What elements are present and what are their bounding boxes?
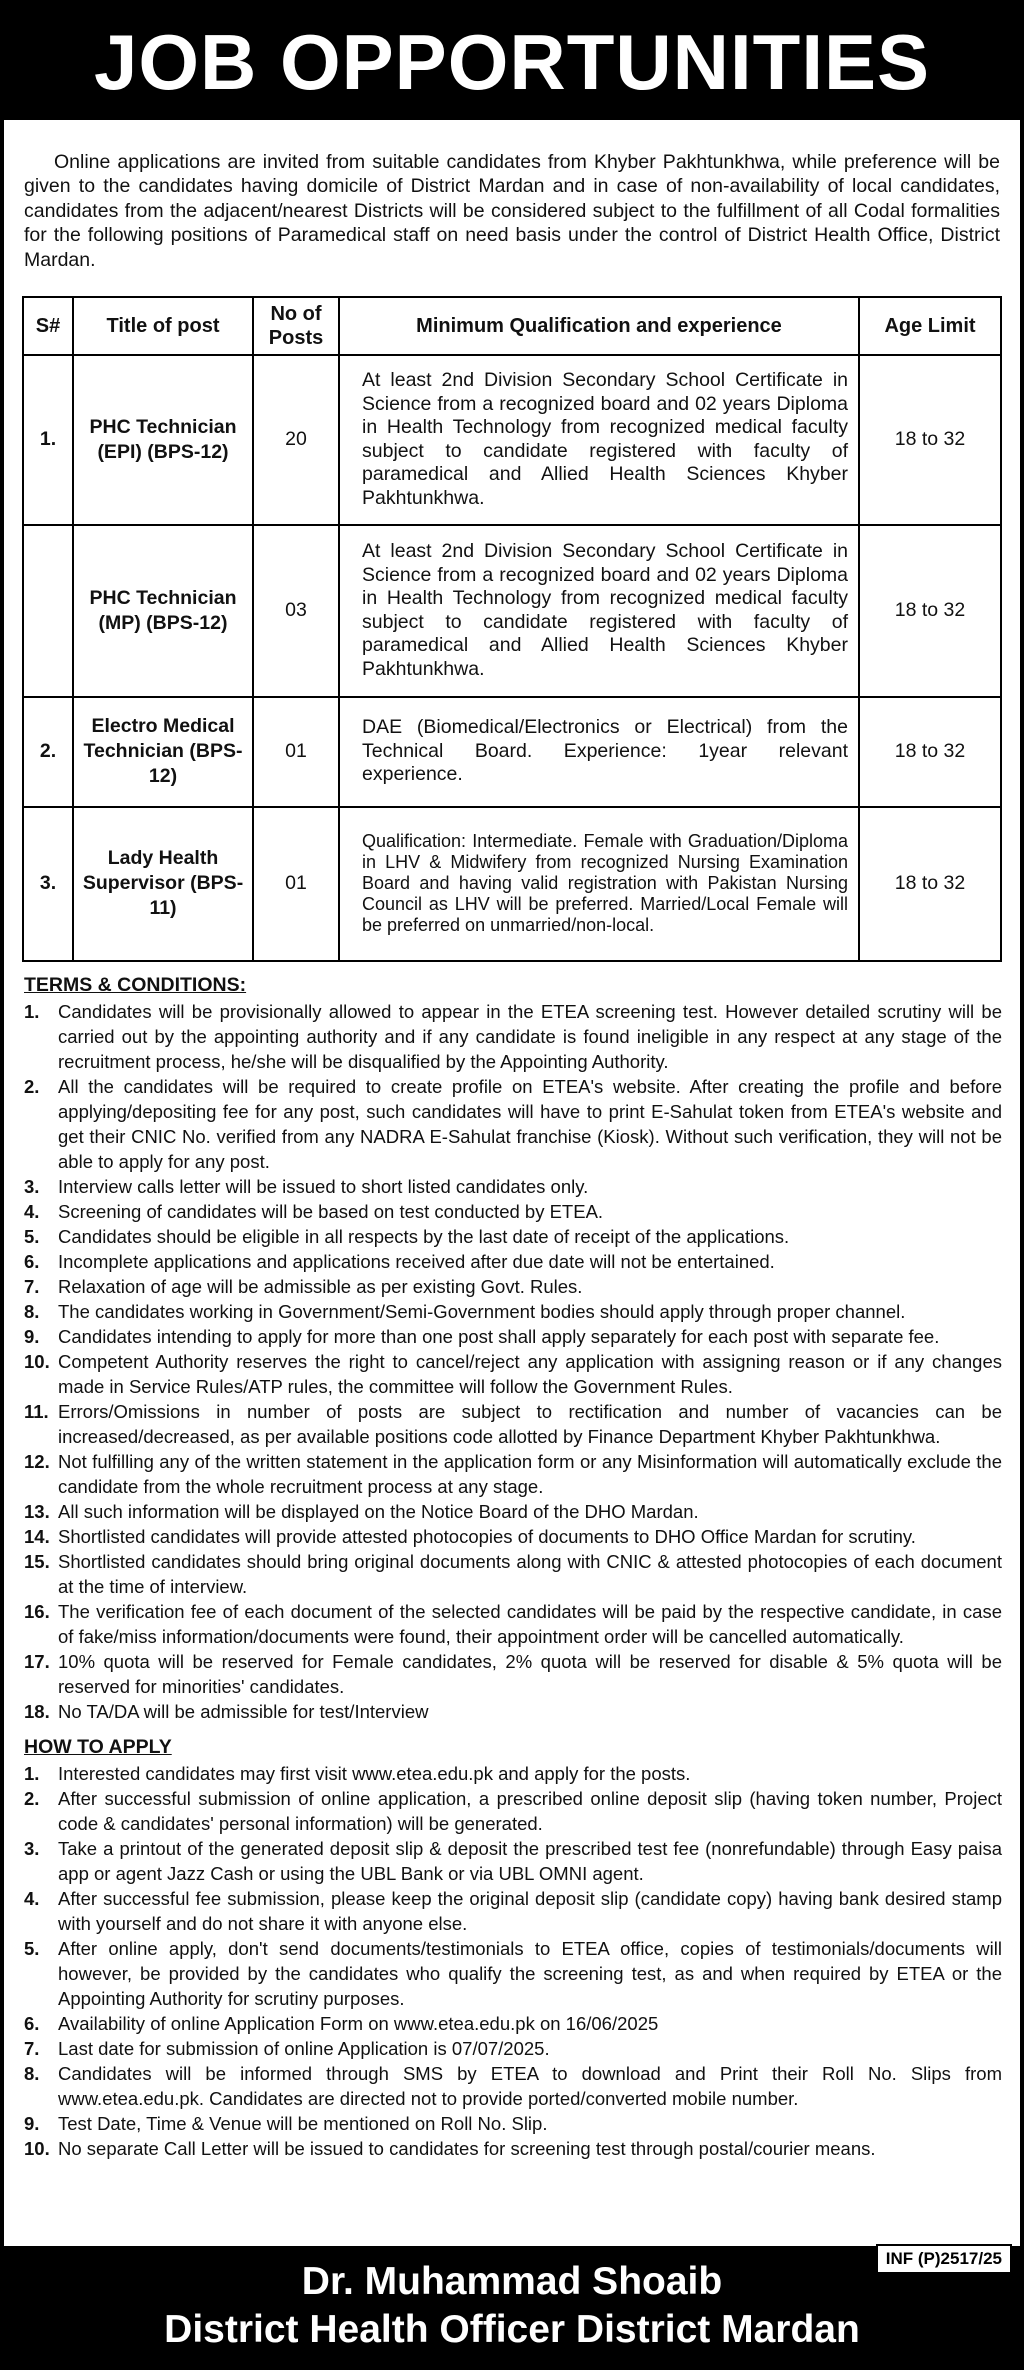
terms-item-number: 15.	[24, 1550, 50, 1572]
how-to-apply-item-number: 7.	[24, 2037, 40, 2059]
officer-designation: District Health Officer District Mardan	[164, 2308, 860, 2351]
terms-item	[24, 1399, 1002, 1449]
how-to-apply-item-text: After successful submission of online application, a prescribed online deposit slip (having token number, Project code & candidates' personal information) will be generated.	[58, 1787, 1002, 1834]
terms-item-text: Candidates intending to apply for more than one post shall apply separately for each post with separate fee.	[58, 1325, 940, 1347]
terms-item	[24, 1524, 1002, 1549]
how-to-apply-item	[24, 2061, 1002, 2111]
terms-item-number: 17.	[24, 1650, 50, 1672]
terms-item	[24, 1324, 1002, 1349]
row-posts-count: 01	[253, 807, 339, 961]
officer-name: Dr. Muhammad Shoaib	[301, 2260, 723, 2303]
how-to-apply-item-number: 1.	[24, 1762, 40, 1784]
how-to-apply-item	[24, 2011, 1002, 2036]
posts-table	[22, 296, 1002, 962]
table-row	[23, 355, 1001, 525]
signature-footer	[4, 2246, 1020, 2366]
header-sno: S#	[23, 297, 73, 355]
header-qualification: Minimum Qualification and experience	[339, 297, 859, 355]
row-sno	[23, 525, 73, 697]
terms-item-number: 7.	[24, 1275, 40, 1297]
terms-item-number: 9.	[24, 1325, 40, 1347]
how-to-apply-item	[24, 2111, 1002, 2136]
terms-item-number: 11.	[24, 1400, 49, 1422]
terms-item	[24, 1599, 1002, 1649]
how-to-apply-item	[24, 1886, 1002, 1936]
row-sno: 3.	[23, 807, 73, 961]
how-to-apply-item-text: Last date for submission of online Application is 07/07/2025.	[58, 2037, 550, 2059]
terms-item-number: 8.	[24, 1300, 40, 1322]
row-posts-count: 01	[253, 697, 339, 807]
terms-item-number: 1.	[24, 1000, 40, 1022]
header-title: Title of post	[73, 297, 253, 355]
terms-item-number: 12.	[24, 1450, 50, 1472]
terms-item-text: All such information will be displayed on the Notice Board of the DHO Mardan.	[58, 1500, 699, 1522]
how-to-apply-item-text: Test Date, Time & Venue will be mentioned on Roll No. Slip.	[58, 2112, 548, 2134]
how-to-apply-heading: HOW TO APPLY	[24, 1735, 172, 1758]
row-qualification: Qualification: Intermediate. Female with Graduation/Diploma in LHV & Midwifery from recognized Nursing Examination Board and having valid registration with Pakistan Nursing Council as LHV will be preferred. Married/Local Female will be preferred on unmarried/non-local.	[339, 807, 859, 961]
terms-item-number: 2.	[24, 1075, 40, 1097]
row-age-limit: 18 to 32	[859, 807, 1001, 961]
terms-item-text: Interview calls letter will be issued to short listed candidates only.	[58, 1175, 589, 1197]
terms-item-number: 6.	[24, 1250, 40, 1272]
terms-item	[24, 1549, 1002, 1599]
terms-item-text: Candidates should be eligible in all respects by the last date of receipt of the applications.	[58, 1225, 790, 1247]
how-to-apply-item-number: 3.	[24, 1837, 40, 1859]
how-to-apply-item-text: After online apply, don't send documents/testimonials to ETEA office, copies of testimonials/documents will however, be provided by the candidates who qualify the screening test, as and when required by ETEA or the Appointing Authority for scrutiny purposes.	[58, 1937, 1002, 2009]
how-to-apply-item	[24, 1786, 1002, 1836]
page-title: JOB OPPORTUNITIES	[93, 17, 931, 106]
how-to-apply-item-text: Availability of online Application Form on www.etea.edu.pk on 16/06/2025	[58, 2012, 659, 2034]
reference-badge: INF (P)2517/25	[876, 2244, 1012, 2274]
terms-item	[24, 1499, 1002, 1524]
terms-item-text: No TA/DA will be admissible for test/Interview	[58, 1700, 429, 1722]
row-qualification: At least 2nd Division Secondary School Certificate in Science from a recognized board and 02 years Diploma in Health Technology from recognized medical faculty subject to candidate registered with faculty of paramedical and Allied Health Sciences Khyber Pakhtunkhwa.	[339, 355, 859, 525]
terms-item	[24, 1224, 1002, 1249]
terms-item-text: Relaxation of age will be admissible as per existing Govt. Rules.	[58, 1275, 583, 1297]
table-row	[23, 807, 1001, 961]
terms-item	[24, 1249, 1002, 1274]
how-to-apply-item-text: After successful fee submission, please keep the original deposit slip (candidate copy) having bank desired stamp with yourself and do not share it with anyone else.	[58, 1887, 1002, 1934]
header-posts: No of Posts	[253, 297, 339, 355]
how-to-apply-item-text: Candidates will be informed through SMS by ETEA to download and Print their Roll No. Slips from www.etea.edu.pk. Candidates are directed not to provide ported/converted mobile number.	[58, 2062, 1002, 2109]
terms-item-number: 18.	[24, 1700, 50, 1722]
terms-item-text: Not fulfilling any of the written statement in the application form or any Misinformation will automatically exclude the candidate from the whole recruitment process at any stage.	[58, 1450, 1002, 1497]
terms-item-number: 5.	[24, 1225, 40, 1247]
how-to-apply-item-number: 8.	[24, 2062, 40, 2084]
terms-item	[24, 1174, 1002, 1199]
row-qualification: DAE (Biomedical/Electronics or Electrical) from the Technical Board. Experience: 1year relevant experience.	[339, 697, 859, 807]
row-sno: 2.	[23, 697, 73, 807]
how-to-apply-item	[24, 1936, 1002, 2011]
terms-item-number: 14.	[24, 1525, 50, 1547]
terms-item	[24, 1449, 1002, 1499]
how-to-apply-item-number: 5.	[24, 1937, 40, 1959]
terms-item-text: All the candidates will be required to create profile on ETEA's website. After creating the profile and before applying/depositing fee for any post, such candidates will have to print E-Sahulat token from ETEA's website and get their CNIC No. verified from any NADRA E-Sahulat franchise (Kiosk). Without such verification, they will not be able to apply for any post.	[58, 1075, 1002, 1172]
terms-item	[24, 1649, 1002, 1699]
intro-paragraph: Online applications are invited from suitable candidates from Khyber Pakhtunkhwa, while preference will be given to the candidates having domicile of District Mardan and in case of non-availability of local candidates, candidates from the adjacent/nearest Districts will be considered subject to the fulfillment of all Codal formalities for the following positions of Paramedical staff on need basis under the control of District Health Office, District Mardan.	[24, 150, 1000, 271]
how-to-apply-item-number: 10.	[24, 2137, 50, 2159]
how-to-apply-item	[24, 2036, 1002, 2061]
row-post-title: Electro Medical Technician (BPS-12)	[73, 697, 253, 807]
page-title-banner	[4, 4, 1020, 120]
row-posts-count: 20	[253, 355, 339, 525]
how-to-apply-item-text: No separate Call Letter will be issued to candidates for screening test through postal/courier means.	[58, 2137, 876, 2159]
terms-item	[24, 999, 1002, 1074]
how-to-apply-list	[4, 1761, 1020, 2161]
terms-item-number: 13.	[24, 1500, 50, 1522]
terms-item-text: Shortlisted candidates will provide attested photocopies of documents to DHO Office Mardan for scrutiny.	[58, 1525, 916, 1547]
terms-item	[24, 1349, 1002, 1399]
terms-item-number: 3.	[24, 1175, 40, 1197]
terms-item-text: The verification fee of each document of the selected candidates will be paid by the respective candidate, in case of fake/miss information/documents were found, their appointment order will be cancelled automatically.	[58, 1600, 1002, 1647]
row-age-limit: 18 to 32	[859, 355, 1001, 525]
row-age-limit: 18 to 32	[859, 525, 1001, 697]
terms-item-text: The candidates working in Government/Semi-Government bodies should apply through proper channel.	[58, 1300, 906, 1322]
how-to-apply-item-number: 2.	[24, 1787, 40, 1809]
terms-item-number: 16.	[24, 1600, 50, 1622]
row-post-title: Lady Health Supervisor (BPS-11)	[73, 807, 253, 961]
how-to-apply-item	[24, 2136, 1002, 2161]
terms-heading: TERMS & CONDITIONS:	[24, 973, 247, 996]
terms-item	[24, 1274, 1002, 1299]
header-age: Age Limit	[859, 297, 1001, 355]
how-to-apply-item-number: 9.	[24, 2112, 40, 2134]
how-to-apply-item	[24, 1761, 1002, 1786]
terms-item	[24, 1699, 1002, 1724]
row-qualification: At least 2nd Division Secondary School Certificate in Science from a recognized board and 02 years Diploma in Health Technology from recognized medical faculty subject to candidate registered with faculty of paramedical and Allied Health Sciences Khyber Pakhtunkhwa.	[339, 525, 859, 697]
how-to-apply-item-number: 4.	[24, 1887, 40, 1909]
how-to-apply-item-number: 6.	[24, 2012, 40, 2034]
table-row	[23, 525, 1001, 697]
how-to-apply-item-text: Take a printout of the generated deposit slip & deposit the prescribed test fee (nonrefundable) through Easy paisa app or agent Jazz Cash or using the UBL Bank or via UBL OMNI agent.	[58, 1837, 1002, 1884]
terms-item-text: 10% quota will be reserved for Female candidates, 2% quota will be reserved for disable & 5% quota will be reserved for minorities' candidates.	[58, 1650, 1002, 1697]
row-sno: 1.	[23, 355, 73, 525]
how-to-apply-item-text: Interested candidates may first visit www.etea.edu.pk and apply for the posts.	[58, 1762, 691, 1784]
row-age-limit: 18 to 32	[859, 697, 1001, 807]
terms-item-text: Errors/Omissions in number of posts are subject to rectification and number of vacancies can be increased/decreased, as per available positions code allotted by Finance Department Khyber Pakhtunkhwa.	[58, 1400, 1002, 1447]
row-post-title: PHC Technician (MP) (BPS-12)	[73, 525, 253, 697]
row-post-title: PHC Technician (EPI) (BPS-12)	[73, 355, 253, 525]
table-row	[23, 697, 1001, 807]
row-posts-count: 03	[253, 525, 339, 697]
terms-item-text: Screening of candidates will be based on test conducted by ETEA.	[58, 1200, 604, 1222]
terms-item	[24, 1199, 1002, 1224]
terms-item	[24, 1299, 1002, 1324]
terms-item-text: Incomplete applications and applications received after due date will not be entertained.	[58, 1250, 775, 1272]
terms-item-text: Competent Authority reserves the right to cancel/reject any application with assigning reason or if any changes made in Service Rules/ATP rules, the committee will follow the Government Rules.	[58, 1350, 1002, 1397]
terms-item-text: Shortlisted candidates should bring original documents along with CNIC & attested photocopies of each document at the time of interview.	[58, 1550, 1002, 1597]
terms-item	[24, 1074, 1002, 1174]
terms-list	[4, 999, 1020, 1724]
how-to-apply-item	[24, 1836, 1002, 1886]
terms-item-number: 4.	[24, 1200, 40, 1222]
table-header-row	[23, 297, 1001, 355]
terms-item-number: 10.	[24, 1350, 50, 1372]
terms-item-text: Candidates will be provisionally allowed to appear in the ETEA screening test. However detailed scrutiny will be carried out by the appointing authority and if any candidate is found ineligible in any respect at any stage of the recruitment process, he/she will be disqualified by the Appointing Authority.	[58, 1000, 1002, 1072]
